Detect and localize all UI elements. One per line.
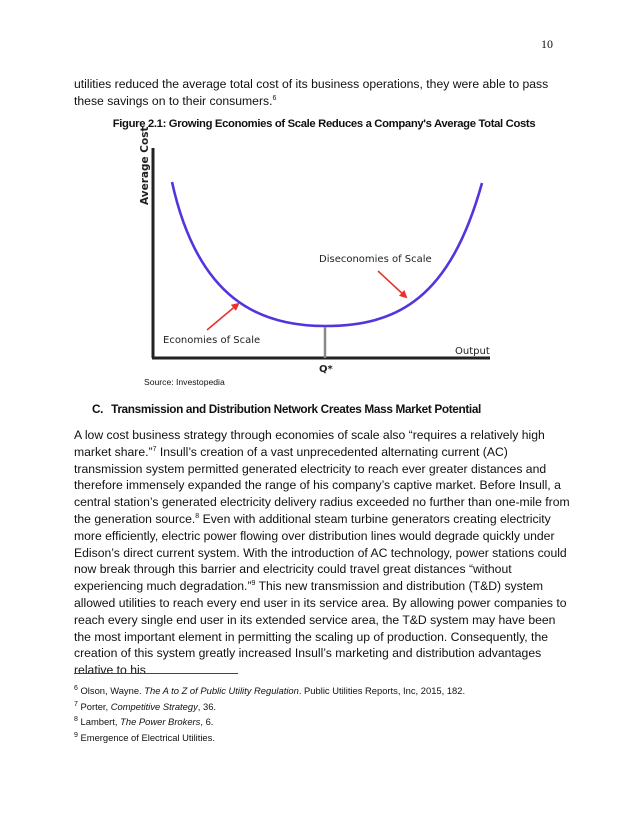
intro-text: utilities reduced the average total cost of its business operations, they were able to pass these savings on to their consumers.	[74, 77, 549, 108]
body-sentence-1: A low cost business strategy through economies of scale also “requires a relatively high market share.”	[74, 428, 545, 459]
body-sentence-3: Even with additional steam turbine generators creating electricity more efficiently, electric power flowing over distribution lines would degrade quickly under Edison’s direct current system. With the introduction of AC technology, power stations could now break through this barrier and electricity could travel great distances “without experiencing much degradation.”	[74, 511, 567, 594]
x-axis-label: Output	[455, 346, 490, 357]
footnote-text: Porter,	[77, 700, 111, 712]
footnote-text: , 6.	[200, 716, 214, 728]
footnote-text: Lambert,	[77, 716, 121, 728]
footnote-title: Competitive Strategy	[110, 700, 198, 712]
body-sentence-4: This new transmission and distribution (T&D) system allowed utilities to reach every end user in its service area. By allowing power companies to reach every single end user in its extended service area, the T&D system may have been the most important element in permitting the scaling up of production. Consequently, the creation of this system greatly increased Insull’s marketing and distribution advantages relative to his	[74, 579, 567, 678]
footnote-number: 8	[74, 716, 78, 724]
section-letter: C.	[92, 402, 104, 416]
footnote-text: Emergence of Electrical Utilities.	[77, 731, 215, 743]
footnote-ref-9: 9	[251, 580, 256, 588]
footnote-title: The Power Brokers	[120, 716, 201, 728]
average-cost-chart	[0, 0, 638, 400]
footnote-number: 7	[74, 700, 78, 708]
footnote-ref-7: 7	[152, 445, 157, 453]
economies-of-scale-label: Economies of Scale	[163, 335, 261, 346]
body-sentence-2: Insull’s creation of a vast unprecedented alternating current (AC) transmission system permitted generated electricity to reach ever greater distances and therefore immensely expanded the range of his company’s captive market. Before Insull, a central station’s generated electricity delivery radius exceeded no further than one-mile from the generation source.	[74, 444, 570, 526]
footnote-text: . Public Utilities Reports, Inc, 2015, 182.	[298, 685, 466, 696]
footnote-title: The A to Z of Public Utility Regulation	[144, 685, 299, 696]
footnote	[74, 683, 465, 699]
footnote	[74, 714, 465, 730]
section-title: Transmission and Distribution Network Creates Mass Market Potential	[111, 402, 481, 416]
diseconomies-arrow	[378, 271, 406, 297]
footnote-ref: 6	[272, 94, 277, 102]
footnote-divider	[74, 673, 238, 674]
footnote-number: 9	[74, 731, 78, 739]
economies-arrow	[207, 304, 238, 330]
figure-source: Source: Investopedia	[144, 377, 225, 387]
page-number: 10	[541, 37, 553, 51]
y-axis-label: Average Cost	[139, 126, 151, 205]
section-heading	[92, 402, 481, 416]
figure-caption: Figure 2.1: Growing Economies of Scale Reduces a Company's Average Total Costs	[112, 118, 536, 130]
footnote-text: Olson, Wayne.	[77, 685, 145, 696]
footnote-ref-8: 8	[195, 512, 200, 520]
footnote-number: 6	[74, 684, 78, 692]
footnotes	[74, 683, 465, 745]
q-star-tick-label: Q*	[319, 364, 333, 375]
body-paragraph	[74, 427, 574, 679]
diseconomies-of-scale-label: Diseconomies of Scale	[319, 254, 432, 265]
footnote-text: , 36.	[197, 700, 217, 712]
footnote	[74, 699, 465, 715]
footnote	[74, 730, 465, 746]
